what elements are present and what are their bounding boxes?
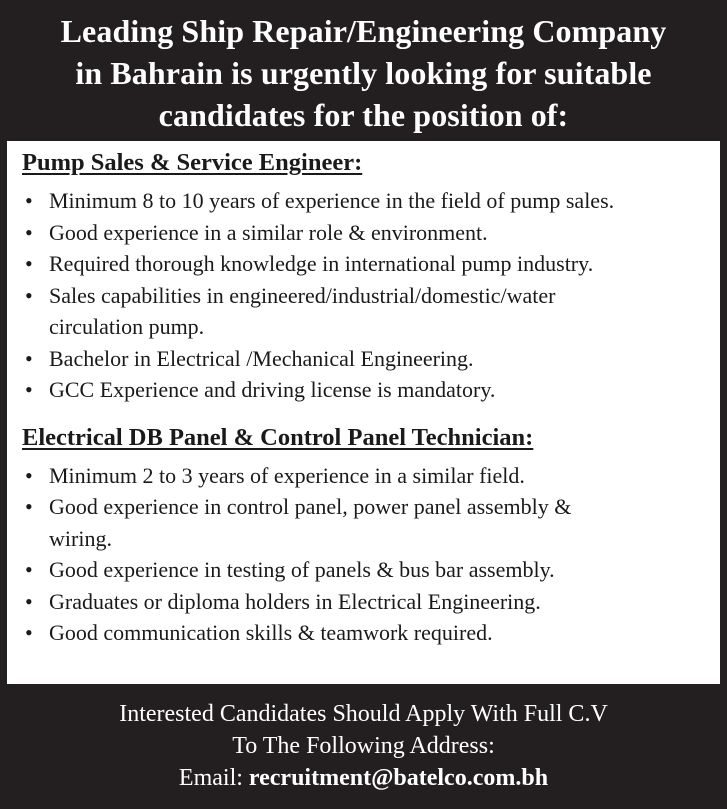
bullet-icon: • bbox=[25, 251, 33, 276]
apply-line-1: Interested Candidates Should Apply With Full C.V bbox=[119, 701, 608, 727]
requirement-text: Graduates or diploma holders in Electrical Engineering. bbox=[49, 588, 541, 614]
requirement-text: Sales capabilities in engineered/industrial/domestic/water bbox=[49, 282, 556, 308]
bullet-icon: • bbox=[25, 620, 33, 645]
requirement-item bbox=[22, 248, 720, 280]
bullet-icon: • bbox=[25, 462, 33, 488]
email-line bbox=[0, 762, 727, 794]
requirements-list bbox=[22, 185, 720, 406]
header-headline bbox=[0, 10, 727, 136]
position-title: Electrical DB Panel & Control Panel Technician: bbox=[22, 423, 534, 451]
bullet-icon: • bbox=[25, 377, 33, 402]
position-panel-technician bbox=[22, 422, 720, 649]
requirement-item bbox=[22, 491, 720, 554]
email-address-link[interactable]: recruitment@batelco.com.bh bbox=[248, 765, 549, 791]
requirement-text-continued: circulation pump. bbox=[49, 314, 205, 339]
application-instructions bbox=[0, 698, 727, 794]
positions-panel bbox=[7, 141, 720, 684]
apply-line-2: To The Following Address: bbox=[232, 733, 495, 759]
requirement-item bbox=[22, 185, 720, 217]
requirement-text: Bachelor in Electrical /Mechanical Engineering. bbox=[49, 345, 474, 371]
requirement-item bbox=[22, 343, 720, 375]
bullet-icon: • bbox=[25, 588, 33, 614]
headline-line-1: Leading Ship Repair/Engineering Company bbox=[60, 13, 667, 49]
requirement-item bbox=[22, 217, 720, 249]
email-label: Email: bbox=[178, 765, 249, 791]
requirement-text: Required thorough knowledge in international pump industry. bbox=[49, 251, 594, 276]
headline-line-2: in Bahrain is urgently looking for suitable bbox=[75, 55, 652, 91]
position-pump-sales bbox=[22, 147, 720, 406]
requirement-text: Good communication skills & teamwork required. bbox=[49, 620, 493, 645]
requirement-text: Good experience in control panel, power panel assembly & bbox=[49, 494, 572, 519]
requirement-item bbox=[22, 280, 720, 343]
requirement-text: Minimum 8 to 10 years of experience in the field of pump sales. bbox=[49, 188, 615, 213]
requirement-item bbox=[22, 554, 720, 586]
requirements-list bbox=[22, 460, 720, 649]
bullet-icon: • bbox=[25, 282, 33, 308]
requirement-text: GCC Experience and driving license is mandatory. bbox=[49, 377, 496, 402]
bullet-icon: • bbox=[25, 345, 33, 371]
requirement-item bbox=[22, 586, 720, 618]
bullet-icon: • bbox=[25, 188, 33, 213]
requirement-text: Good experience in a similar role & environment. bbox=[49, 219, 488, 245]
requirement-item bbox=[22, 460, 720, 492]
position-title: Pump Sales & Service Engineer: bbox=[22, 149, 363, 176]
requirement-item bbox=[22, 374, 720, 406]
bullet-icon: • bbox=[25, 219, 33, 245]
requirement-text: Minimum 2 to 3 years of experience in a similar field. bbox=[49, 462, 525, 488]
requirement-item bbox=[22, 617, 720, 649]
bullet-icon: • bbox=[25, 494, 33, 519]
requirement-text-continued: wiring. bbox=[49, 525, 112, 551]
requirement-text: Good experience in testing of panels & bus bar assembly. bbox=[49, 557, 555, 582]
bullet-icon: • bbox=[25, 557, 33, 582]
headline-line-3: candidates for the position of: bbox=[158, 97, 569, 133]
